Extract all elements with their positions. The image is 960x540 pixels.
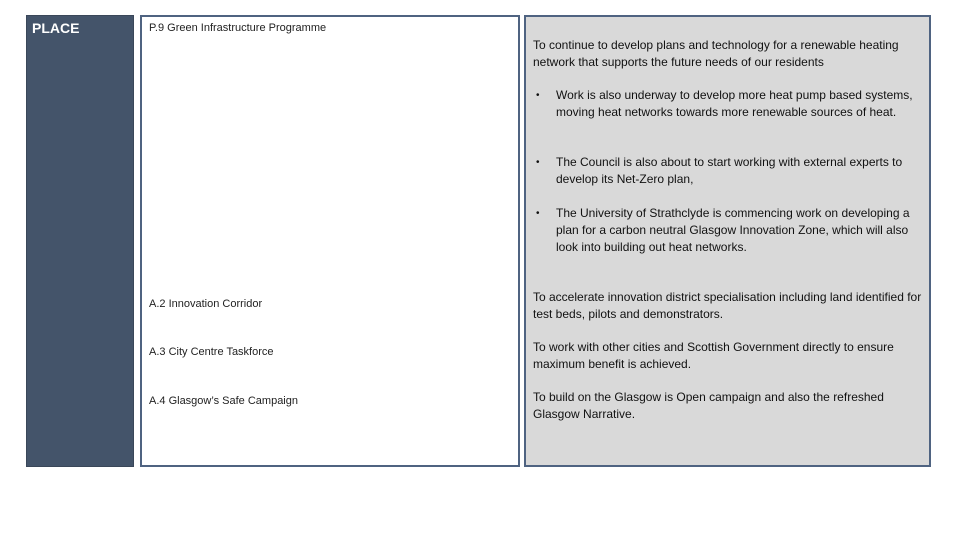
action-a3-title: A.3 City Centre Taskforce [149,346,274,358]
description-panel [524,15,931,467]
action-a4-title: A.4 Glasgow’s Safe Campaign [149,395,298,407]
action-list-panel [140,15,520,467]
section-title: PLACE [32,20,80,36]
bullet-text: The Council is also about to start working with external experts to develop its Net-Zero plan, [556,155,903,186]
bullet-icon: • [536,208,540,219]
bullet-text: The University of Strathclyde is commencing work on developing a plan for a carbon neutral Glasgow Innovation Zone, which will also look into building out heat networks. [556,206,910,254]
action-p9-title: P.9 Green Infrastructure Programme [149,22,327,34]
bullet-icon: • [536,90,540,101]
bullet-icon: • [536,157,540,168]
a2-description: To accelerate innovation district specialisation including land identified for test beds, pilots and demonstrators. [533,290,922,321]
bullet-text: Work is also underway to develop more heat pump based systems, moving heat networks towards more renewable sources of heat. [556,88,913,119]
action-a2-title: A.2 Innovation Corridor [149,298,263,310]
a4-description: To build on the Glasgow is Open campaign and also the refreshed Glasgow Narrative. [533,390,884,421]
a3-description: To work with other cities and Scottish Government directly to ensure maximum benefit is achieved. [533,340,894,371]
p9-description: To continue to develop plans and technology for a renewable heating network that supports the future needs of our residents [533,38,899,69]
section-sidebar [26,15,134,467]
